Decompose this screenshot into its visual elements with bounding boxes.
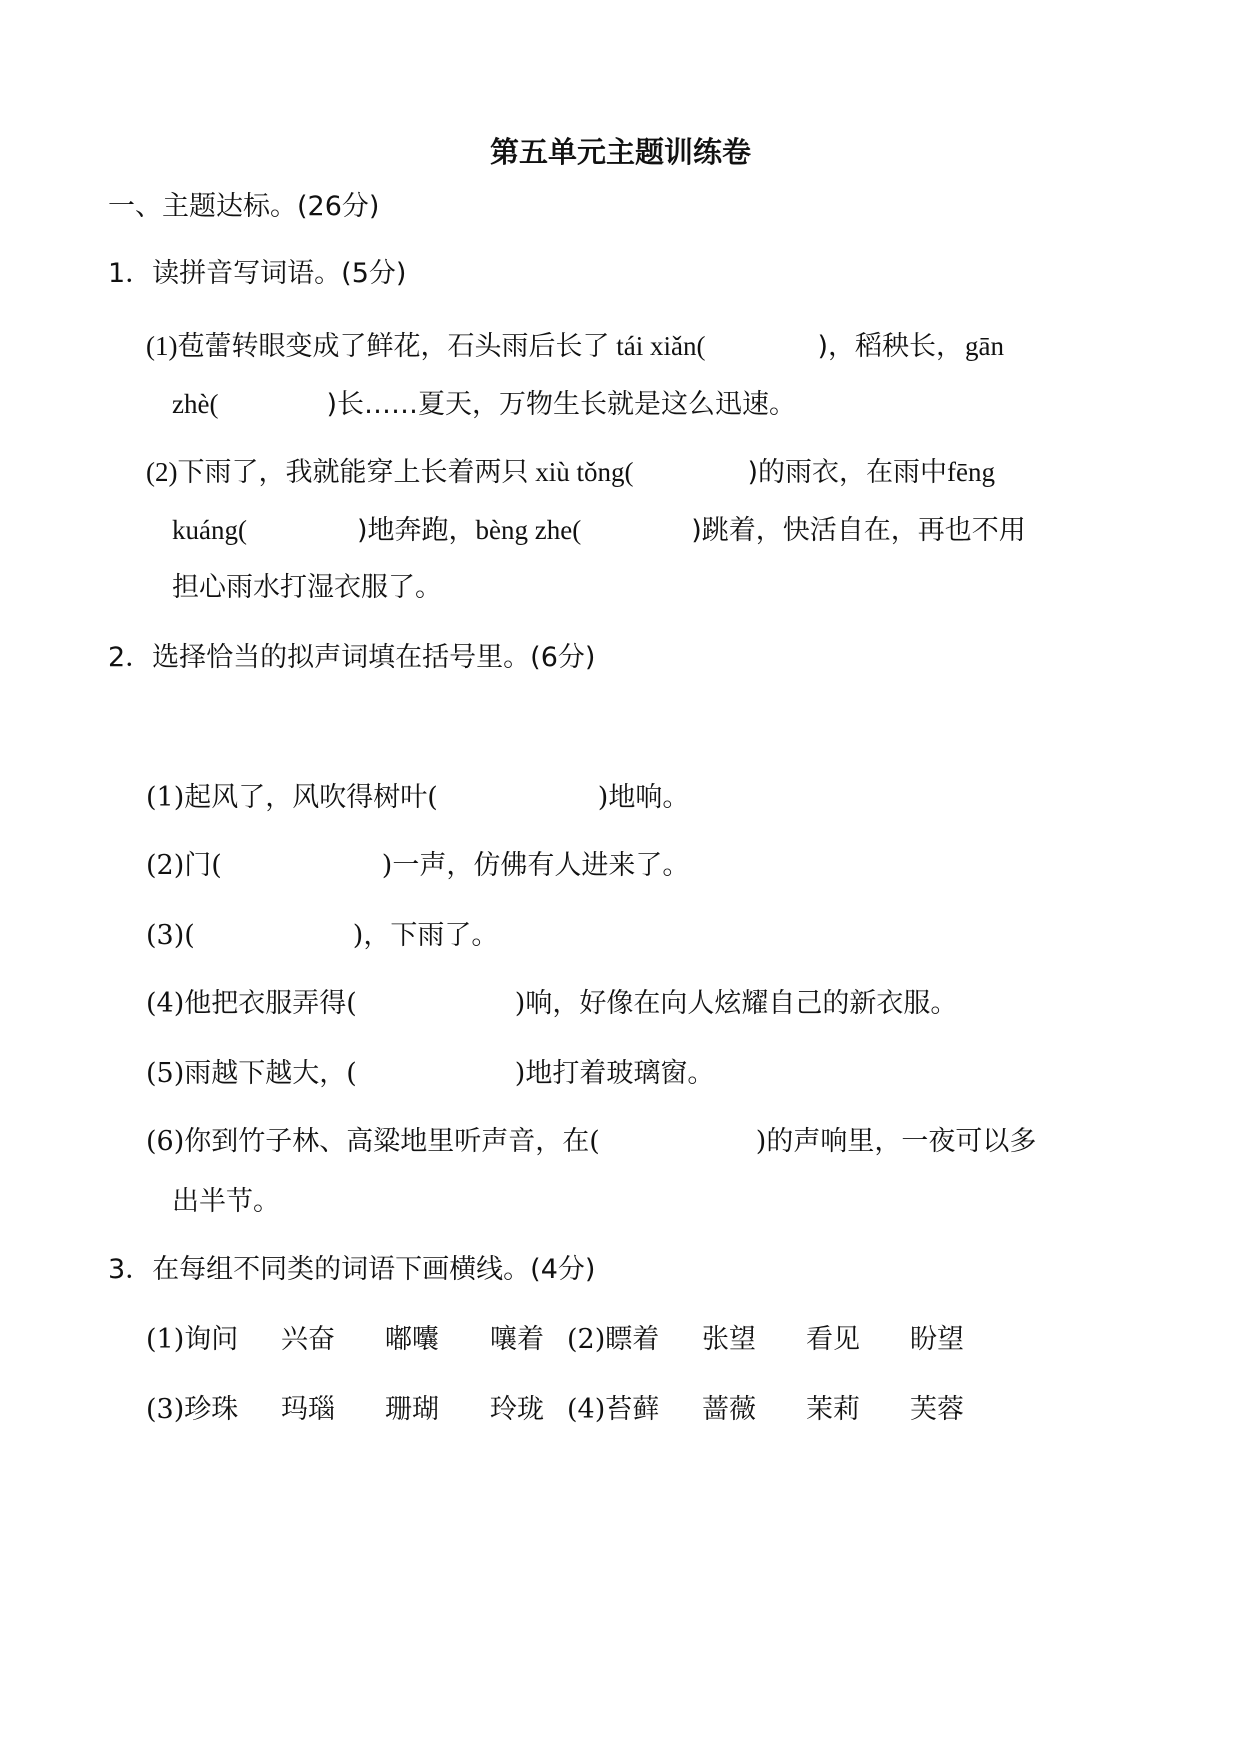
q3-word[interactable]: 盼望 bbox=[910, 1324, 964, 1355]
q3-word[interactable]: 茉莉 bbox=[806, 1394, 860, 1425]
q2-item: (4)他把衣服弄得( )响，好像在向人炫耀自己的新衣服。 bbox=[146, 988, 958, 1019]
q2-item: (5)雨越下越大，( )地打着玻璃窗。 bbox=[146, 1058, 715, 1089]
q1-item-2-line-2: kuáng( )地奔跑，bèng zhe( )跳着，快活自在，再也不用 bbox=[172, 515, 1026, 546]
q2-item: (6)你到竹子林、高粱地里听声音，在( )的声响里，一夜可以多 bbox=[146, 1126, 1037, 1157]
q1-item-1-line-1: (1)苞蕾转眼变成了鲜花，石头雨后长了 tái xiǎn( )，稻秧长， bbox=[146, 331, 963, 362]
q3-word[interactable]: 兴奋 bbox=[281, 1324, 335, 1355]
q2-item: (3)( )，下雨了。 bbox=[146, 920, 499, 951]
q2-item: (2)门( )一声，仿佛有人进来了。 bbox=[146, 850, 690, 881]
q3-word[interactable]: (4)苔藓 bbox=[567, 1394, 660, 1425]
q3-word[interactable]: 珊瑚 bbox=[385, 1394, 439, 1425]
q3-word[interactable]: (1)询问 bbox=[146, 1324, 239, 1355]
question-2-label: 2．选择恰当的拟声词填在括号里。(6分) bbox=[108, 642, 596, 673]
q1-item-2-line-3: 担心雨水打湿衣服了。 bbox=[172, 572, 442, 603]
q3-word[interactable]: 玛瑙 bbox=[281, 1394, 335, 1425]
q3-word[interactable]: 玲珑 bbox=[490, 1394, 544, 1425]
q3-word[interactable]: (2)瞟着 bbox=[567, 1324, 660, 1355]
q3-word[interactable]: (3)珍珠 bbox=[146, 1394, 239, 1425]
q1-item-1-pinyin-gan: gān bbox=[965, 331, 1004, 361]
section-heading: 一、主题达标。(26分) bbox=[108, 191, 380, 222]
q3-word[interactable]: 嘟囔 bbox=[385, 1324, 439, 1355]
q3-word[interactable]: 芙蓉 bbox=[910, 1394, 964, 1425]
q1-item-2-line-1: (2)下雨了，我就能穿上长着两只 xiù tǒng( )的雨衣，在雨中 bbox=[146, 457, 948, 488]
q1-item-1-line-2: zhè( )长……夏天，万物生长就是这么迅速。 bbox=[172, 389, 797, 420]
q3-word[interactable]: 看见 bbox=[806, 1324, 860, 1355]
question-1-label: 1．读拼音写词语。(5分) bbox=[108, 258, 407, 289]
q2-item-6-line-2: 出半节。 bbox=[172, 1186, 280, 1217]
q1-item-2-pinyin-feng: fēng bbox=[947, 457, 995, 487]
q3-word[interactable]: 蔷薇 bbox=[702, 1394, 756, 1425]
q3-word[interactable]: 张望 bbox=[702, 1324, 756, 1355]
q3-word[interactable]: 嚷着 bbox=[490, 1324, 544, 1355]
question-3-label: 3．在每组不同类的词语下画横线。(4分) bbox=[108, 1254, 596, 1285]
q2-item: (1)起风了，风吹得树叶( )地响。 bbox=[146, 782, 690, 813]
page-title: 第五单元主题训练卷 bbox=[489, 135, 751, 169]
